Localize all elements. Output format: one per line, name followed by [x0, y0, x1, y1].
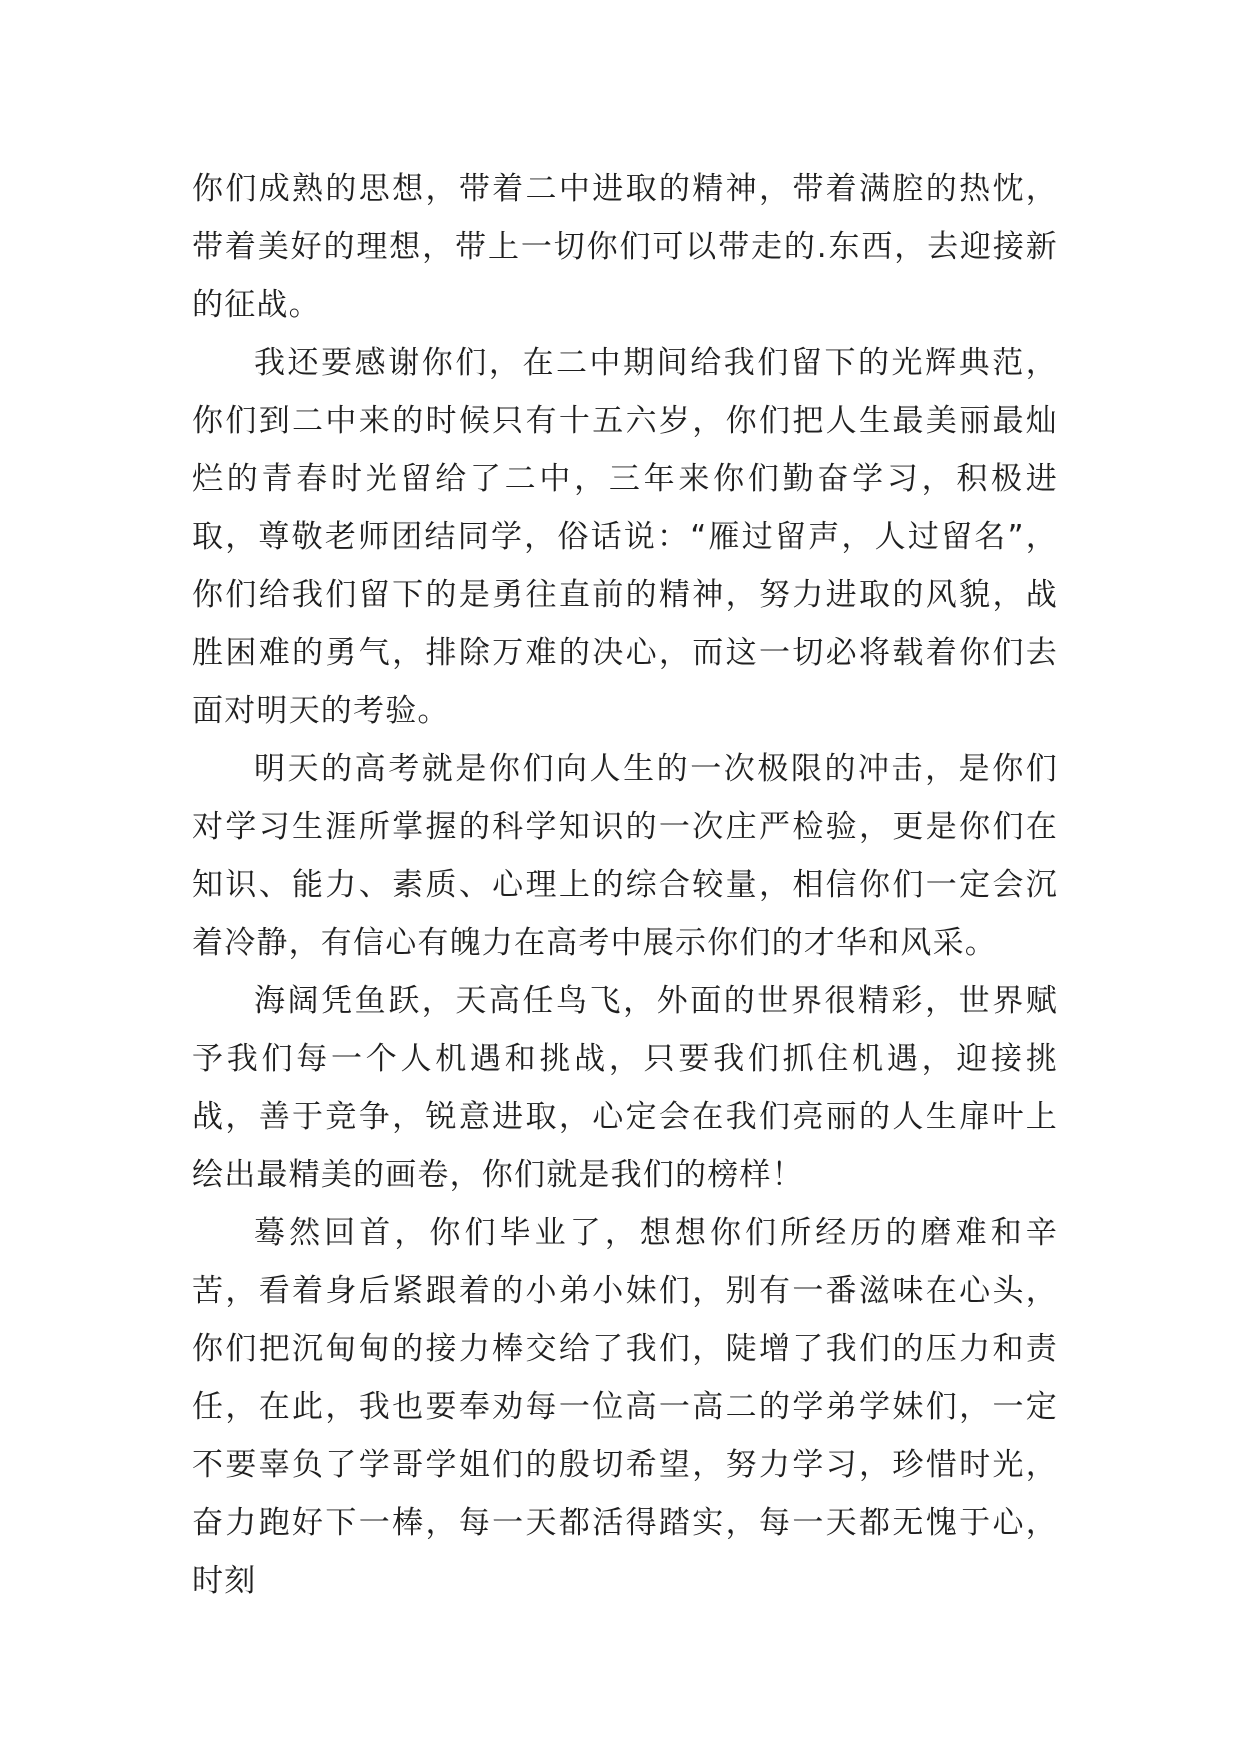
document-body	[192, 160, 1058, 1610]
paragraph-1: 你们成熟的思想，带着二中进取的精神，带着满腔的热忱，带着美好的理想，带上一切你们可以带走的.东西，去迎接新的征战。	[192, 171, 1058, 323]
paragraph-2: 我还要感谢你们，在二中期间给我们留下的光辉典范，你们到二中来的时候只有十五六岁，你们把人生最美丽最灿烂的青春时光留给了二中，三年来你们勤奋学习，积极进取，尊敬老师团结同学，俗话说：“雁过留声，人过留名”，你们给我们留下的是勇往直前的精神，努力进取的风貌，战胜困难的勇气，排除万难的决心，而这一切必将载着你们去面对明天的考验。	[192, 345, 1058, 729]
paragraph-4: 海阔凭鱼跃，天高任鸟飞，外面的世界很精彩，世界赋予我们每一个人机遇和挑战，只要我们抓住机遇，迎接挑战，善于竞争，锐意进取，心定会在我们亮丽的人生扉叶上绘出最精美的画卷，你们就是我们的榜样！	[192, 983, 1058, 1193]
paragraph-3: 明天的高考就是你们向人生的一次极限的冲击，是你们对学习生涯所掌握的科学知识的一次庄严检验，更是你们在知识、能力、素质、心理上的综合较量，相信你们一定会沉着冷静，有信心有魄力在高考中展示你们的才华和风采。	[192, 751, 1058, 961]
paragraph-5: 蓦然回首，你们毕业了，想想你们所经历的磨难和辛苦，看着身后紧跟着的小弟小妹们，别有一番滋味在心头，你们把沉甸甸的接力棒交给了我们，陡增了我们的压力和责任，在此，我也要奉劝每一位高一高二的学弟学妹们，一定不要辜负了学哥学姐们的殷切希望，努力学习，珍惜时光，奋力跑好下一棒，每一天都活得踏实，每一天都无愧于心，时刻	[192, 1215, 1058, 1599]
